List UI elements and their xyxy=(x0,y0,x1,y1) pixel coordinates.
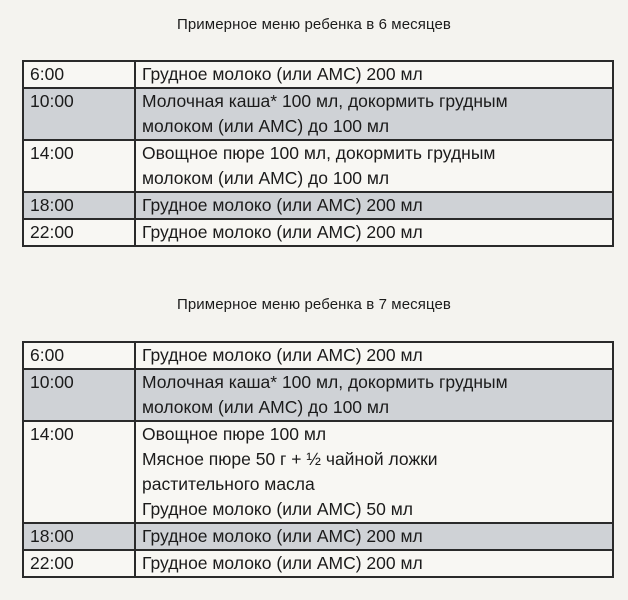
food-line: Овощное пюре 100 мл, докормить грудным xyxy=(142,143,496,163)
time-cell: 10:00 xyxy=(23,369,135,421)
table-row xyxy=(23,61,613,88)
time-cell: 10:00 xyxy=(23,88,135,140)
food-line: Молочная каша* 100 мл, докормить грудным xyxy=(142,372,508,392)
food-line: Грудное молоко (или АМС) 200 мл xyxy=(142,526,423,546)
food-line: молоком (или АМС) до 100 мл xyxy=(142,397,390,417)
food-line: Грудное молоко (или АМС) 200 мл xyxy=(142,553,423,573)
food-cell xyxy=(135,61,613,88)
table-row xyxy=(23,192,613,219)
menu-7-months-title: Примерное меню ребенка в 7 месяцев xyxy=(176,296,451,313)
table-row xyxy=(23,140,613,192)
table-row xyxy=(23,342,613,369)
food-cell xyxy=(135,192,613,219)
time-cell: 6:00 xyxy=(23,342,135,369)
menu-7-months-table-body xyxy=(23,342,613,577)
food-line: молоком (или АМС) до 100 мл xyxy=(142,168,390,188)
food-line: Грудное молоко (или АМС) 200 мл xyxy=(142,195,423,215)
table-row xyxy=(23,88,613,140)
menu-6-months-table xyxy=(22,60,614,247)
food-cell xyxy=(135,523,613,550)
food-cell xyxy=(135,550,613,577)
time-cell: 18:00 xyxy=(23,523,135,550)
food-cell xyxy=(135,421,613,523)
food-line: Овощное пюре 100 мл xyxy=(142,424,327,444)
menu-7-months-table xyxy=(22,341,614,578)
food-cell xyxy=(135,342,613,369)
time-cell: 22:00 xyxy=(23,219,135,246)
food-line: Грудное молоко (или АМС) 50 мл xyxy=(142,499,413,519)
food-line: Грудное молоко (или АМС) 200 мл xyxy=(142,345,423,365)
food-line: Мясное пюре 50 г + ½ чайной ложки xyxy=(142,449,438,469)
table-row xyxy=(23,523,613,550)
food-cell xyxy=(135,88,613,140)
table-row xyxy=(23,550,613,577)
table-row xyxy=(23,219,613,246)
food-line: Грудное молоко (или АМС) 200 мл xyxy=(142,222,423,242)
time-cell: 14:00 xyxy=(23,140,135,192)
food-line: растительного масла xyxy=(142,474,315,494)
food-cell xyxy=(135,219,613,246)
time-cell: 6:00 xyxy=(23,61,135,88)
menu-6-months-table-body xyxy=(23,61,613,246)
food-line: Молочная каша* 100 мл, докормить грудным xyxy=(142,91,508,111)
food-cell xyxy=(135,140,613,192)
food-cell xyxy=(135,369,613,421)
food-line: Грудное молоко (или АМС) 200 мл xyxy=(142,64,423,84)
table-row xyxy=(23,369,613,421)
time-cell: 14:00 xyxy=(23,421,135,523)
menu-6-months-title: Примерное меню ребенка в 6 месяцев xyxy=(176,16,451,33)
table-row xyxy=(23,421,613,523)
time-cell: 22:00 xyxy=(23,550,135,577)
food-line: молоком (или АМС) до 100 мл xyxy=(142,116,390,136)
time-cell: 18:00 xyxy=(23,192,135,219)
